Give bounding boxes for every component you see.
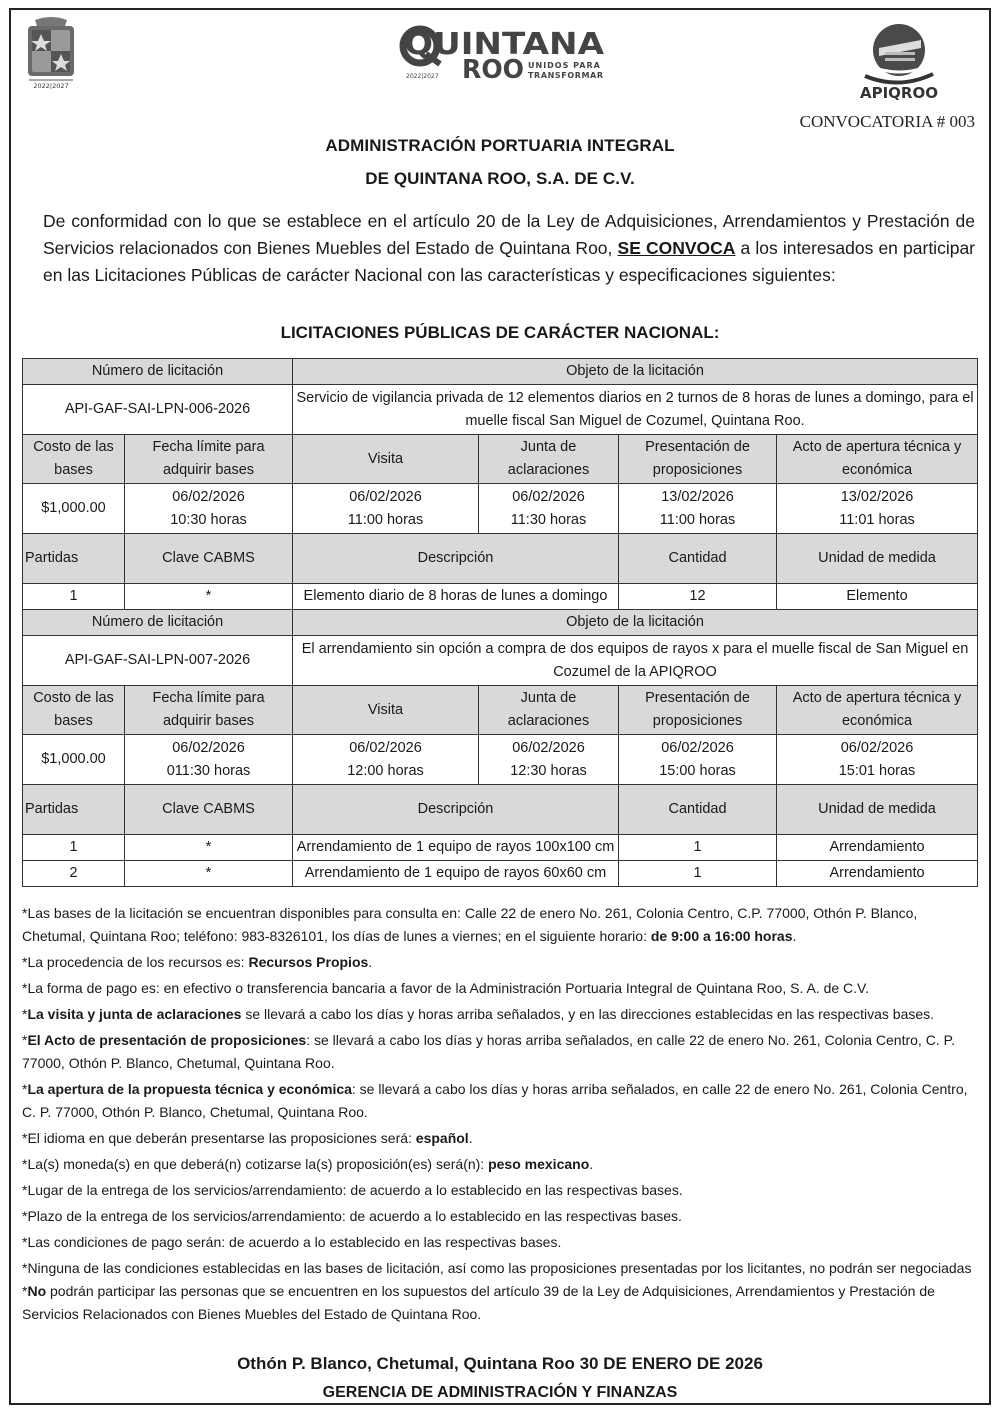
note-text: : se llevará a cabo los días y horas arriba señalados, en calle 22 de enero No. 261, Colonia Centro, C. P. 77000, Othón P. Blanco, Chetumal, Quintana Roo. — [22, 1032, 956, 1071]
time: 11:00 horas — [659, 511, 736, 528]
licitacion-objeto: El arrendamiento sin opción a compra de dos equipos de rayos x para el muelle fiscal de San Miguel en Cozumel de la APIQROO — [293, 636, 978, 686]
cantidad-value: 1 — [619, 861, 777, 887]
note-text: *La forma de pago es: en efectivo o transferencia bancaria a favor de la Administración Portuaria Integral de Quintana Roo, S. A. de C.V. — [22, 980, 869, 996]
note-bold: La apertura de la propuesta técnica y económica — [27, 1081, 352, 1097]
date: 06/02/2026 — [172, 739, 245, 756]
note-text: . — [792, 928, 797, 944]
presentacion-value — [619, 484, 777, 534]
time: 15:00 horas — [659, 762, 736, 779]
title-line-2: DE QUINTANA ROO, S.A. DE C.V. — [365, 169, 635, 188]
clave-header: Clave CABMS — [125, 785, 293, 835]
note-item — [22, 1231, 977, 1254]
time: 15:01 horas — [838, 762, 916, 779]
unidad-header: Unidad de medida — [777, 534, 978, 584]
note-bold: No — [27, 1283, 47, 1299]
logo-name-top: QUINTANA — [404, 27, 605, 62]
apertura-value — [777, 484, 978, 534]
note-text: *Las bases de la licitación se encuentran disponibles para consulta en: Calle 22 de enero No. 261, Colonia Centro, C.P. 77000, Othón P. Blanco, Chetumal, Quintana Roo; teléfono: 983-8326101, los días de lunes a viernes; en el siguiente horario: — [22, 905, 918, 944]
junta-header: Junta de aclaraciones — [479, 686, 619, 735]
table-row — [23, 359, 978, 385]
state-coat-of-arms-logo — [25, 16, 77, 92]
table-row — [23, 484, 978, 534]
date: 06/02/2026 — [512, 739, 585, 756]
table-row — [23, 785, 978, 835]
note-text: * — [22, 1283, 28, 1299]
note-text: . — [368, 954, 373, 970]
unidad-value: Elemento — [777, 584, 978, 610]
notice-page — [9, 8, 991, 1405]
fecha-limite-header: Fecha límite para adquirir bases — [125, 686, 293, 735]
presentacion-value — [619, 735, 777, 785]
note-bold: español — [415, 1130, 469, 1146]
descripcion-value: Arrendamiento de 1 equipo de rayos 100x100 cm — [293, 835, 619, 861]
cantidad-header: Cantidad — [619, 534, 777, 584]
licitacion-objeto: Servicio de vigilancia privada de 12 elementos diarios en 2 turnos de 8 horas de lunes a domingo, para el muelle fiscal San Miguel de Cozumel, Quintana Roo. — [293, 385, 978, 435]
note-item — [22, 1153, 977, 1176]
licitaciones-table — [22, 358, 978, 887]
unidad-header: Unidad de medida — [777, 785, 978, 835]
partida-value: 1 — [23, 835, 125, 861]
clave-header: Clave CABMS — [125, 534, 293, 584]
note-item — [22, 1205, 977, 1228]
time: 11:00 horas — [347, 511, 424, 528]
visita-value — [293, 484, 479, 534]
date: 06/02/2026 — [512, 488, 585, 505]
table-row — [23, 735, 978, 785]
note-text: * — [22, 1032, 28, 1048]
apiqroo-logo — [849, 18, 949, 100]
clave-value: * — [125, 835, 293, 861]
convocatoria-number: CONVOCATORIA # 003 — [799, 112, 975, 131]
junta-value — [479, 735, 619, 785]
section-title: LICITACIONES PÚBLICAS DE CARÁCTER NACIONAL: — [280, 323, 720, 342]
left-logo-years: 2022|2027 — [33, 82, 69, 90]
apiqroo-logo-text: APIQROO — [860, 84, 938, 100]
intro-part-1: De conformidad con lo que se establece en el artículo 20 de la Ley de Adquisiciones, Arrendamientos y Prestación de Servicios relacionados con Bienes Muebles del Estado de Quintana Roo, — [43, 211, 975, 258]
junta-value — [479, 484, 619, 534]
table-row — [23, 435, 978, 484]
clave-value: * — [125, 861, 293, 887]
note-item — [22, 1257, 977, 1280]
note-text: *Plazo de la entrega de los servicios/arrendamiento: de acuerdo a lo establecido en las respectivas bases. — [22, 1208, 682, 1224]
logo-tag1: UNIDOS PARA — [528, 61, 601, 70]
footer-place-date: Othón P. Blanco, Chetumal, Quintana Roo 30 DE ENERO DE 2026 — [237, 1354, 763, 1373]
note-text: *Lugar de la entrega de los servicios/arrendamiento: de acuerdo a lo establecido en las respectivas bases. — [22, 1182, 683, 1198]
presentacion-header: Presentación de proposiciones — [619, 686, 777, 735]
note-text: *Las condiciones de pago serán: de acuerdo a lo establecido en las respectivas bases. — [22, 1234, 562, 1250]
table-row — [23, 584, 978, 610]
time: 011:30 horas — [166, 762, 251, 779]
visita-header: Visita — [293, 435, 479, 484]
table-row — [23, 385, 978, 435]
numero-header: Número de licitación — [23, 359, 293, 385]
date: 06/02/2026 — [840, 739, 914, 756]
date: 06/02/2026 — [172, 488, 245, 505]
logo-name-bottom: ROO — [462, 55, 524, 82]
intro-paragraph — [43, 208, 975, 289]
partida-value: 1 — [23, 584, 125, 610]
note-item — [22, 1078, 977, 1124]
note-text: *El idioma en que deberán presentarse las proposiciones será: — [22, 1130, 416, 1146]
footer-office: GERENCIA DE ADMINISTRACIÓN Y FINANZAS — [322, 1384, 678, 1401]
cantidad-value: 1 — [619, 835, 777, 861]
objeto-header: Objeto de la licitación — [293, 359, 978, 385]
time: 12:30 horas — [510, 762, 587, 779]
note-text: se llevará a cabo los días y horas arriba señalados, y en las direcciones establecidas en las respectivas bases. — [241, 1006, 935, 1022]
costo-header: Costo de las bases — [23, 686, 125, 735]
note-item — [22, 951, 977, 974]
unidad-value: Arrendamiento — [777, 861, 978, 887]
time: 12:00 horas — [347, 762, 424, 779]
note-text: *La procedencia de los recursos es: — [22, 954, 249, 970]
date: 06/02/2026 — [349, 739, 422, 756]
note-bold: peso mexicano — [488, 1156, 590, 1172]
note-item — [22, 1280, 977, 1326]
notes-list — [22, 902, 977, 1329]
partidas-header: Partidas — [23, 785, 125, 835]
logo-tag2: TRANSFORMAR — [528, 71, 604, 80]
visita-header: Visita — [293, 686, 479, 735]
note-item — [22, 977, 977, 1000]
costo-value: $1,000.00 — [23, 484, 125, 534]
time: 11:01 horas — [839, 511, 915, 528]
logo-header — [11, 10, 989, 110]
apertura-header: Acto de apertura técnica y económica — [777, 686, 978, 735]
junta-header: Junta de aclaraciones — [479, 435, 619, 484]
unidad-value: Arrendamiento — [777, 835, 978, 861]
intro-part-2: a los interesados en participar en las Licitaciones Públicas de carácter Nacional con las características y especificaciones siguientes: — [43, 238, 975, 285]
clave-value: * — [125, 584, 293, 610]
note-bold: Recursos Propios — [248, 954, 369, 970]
note-text: . — [468, 1130, 473, 1146]
descripcion-header: Descripción — [293, 534, 619, 584]
objeto-header: Objeto de la licitación — [293, 610, 978, 636]
apertura-header: Acto de apertura técnica y económica — [777, 435, 978, 484]
descripcion-value: Elemento diario de 8 horas de lunes a domingo — [293, 584, 619, 610]
table-row — [23, 610, 978, 636]
table-row — [23, 534, 978, 584]
partida-value: 2 — [23, 861, 125, 887]
table-row — [23, 686, 978, 735]
presentacion-header: Presentación de proposiciones — [619, 435, 777, 484]
note-item — [22, 902, 977, 948]
note-text: * — [22, 1006, 28, 1022]
note-text: *Ninguna de las condiciones establecidas en las bases de licitación, así como las proposiciones presentadas por los licitantes, no podrán ser negociadas — [22, 1260, 972, 1276]
date: 13/02/2026 — [661, 488, 734, 505]
note-bold: La visita y junta de aclaraciones — [27, 1006, 242, 1022]
cantidad-value: 12 — [619, 584, 777, 610]
note-text: * — [22, 1081, 28, 1097]
note-bold: El Acto de presentación de proposiciones — [27, 1032, 307, 1048]
table-row — [23, 861, 978, 887]
note-text: . — [589, 1156, 594, 1172]
note-text: *La(s) moneda(s) en que deberá(n) cotizarse la(s) proposición(es) será(n): — [22, 1156, 489, 1172]
fecha-limite-value — [125, 735, 293, 785]
descripcion-header: Descripción — [293, 785, 619, 835]
fecha-limite-header: Fecha límite para adquirir bases — [125, 435, 293, 484]
note-text: podrán participar las personas que se encuentren en los supuestos del artículo 39 de la Ley de Adquisiciones, Arrendamientos y Prestación de Servicios Relacionados con Bienes Muebles del Estado de Quintana Roo. — [22, 1283, 935, 1322]
visita-value — [293, 735, 479, 785]
note-item — [22, 1003, 977, 1026]
partidas-header: Partidas — [23, 534, 125, 584]
note-item — [22, 1127, 977, 1150]
intro-highlight: SE CONVOCA — [617, 238, 736, 258]
apertura-value — [777, 735, 978, 785]
cantidad-header: Cantidad — [619, 785, 777, 835]
date: 13/02/2026 — [840, 488, 914, 505]
note-item — [22, 1029, 977, 1075]
note-bold: de 9:00 a 16:00 horas — [650, 928, 793, 944]
descripcion-value: Arrendamiento de 1 equipo de rayos 60x60 cm — [293, 861, 619, 887]
numero-header: Número de licitación — [23, 610, 293, 636]
table-row — [23, 835, 978, 861]
fecha-limite-value — [125, 484, 293, 534]
note-text: : se llevará a cabo los días y horas arriba señalados, en calle 22 de enero No. 261, Colonia Centro, C. P. 77000, Othón P. Blanco, Chetumal, Quintana Roo. — [22, 1081, 968, 1120]
note-item — [22, 1179, 977, 1202]
title-line-1: ADMINISTRACIÓN PORTUARIA INTEGRAL — [325, 136, 675, 155]
quintana-roo-logo — [396, 18, 606, 82]
licitacion-number: API-GAF-SAI-LPN-007-2026 — [23, 636, 293, 686]
costo-header: Costo de las bases — [23, 435, 125, 484]
date: 06/02/2026 — [349, 488, 422, 505]
date: 06/02/2026 — [661, 739, 734, 756]
costo-value: $1,000.00 — [23, 735, 125, 785]
time: 11:30 horas — [510, 511, 587, 528]
time: 10:30 horas — [170, 511, 247, 528]
table-row — [23, 636, 978, 686]
logo-years: 2022|2027 — [406, 73, 439, 80]
licitacion-number: API-GAF-SAI-LPN-006-2026 — [23, 385, 293, 435]
